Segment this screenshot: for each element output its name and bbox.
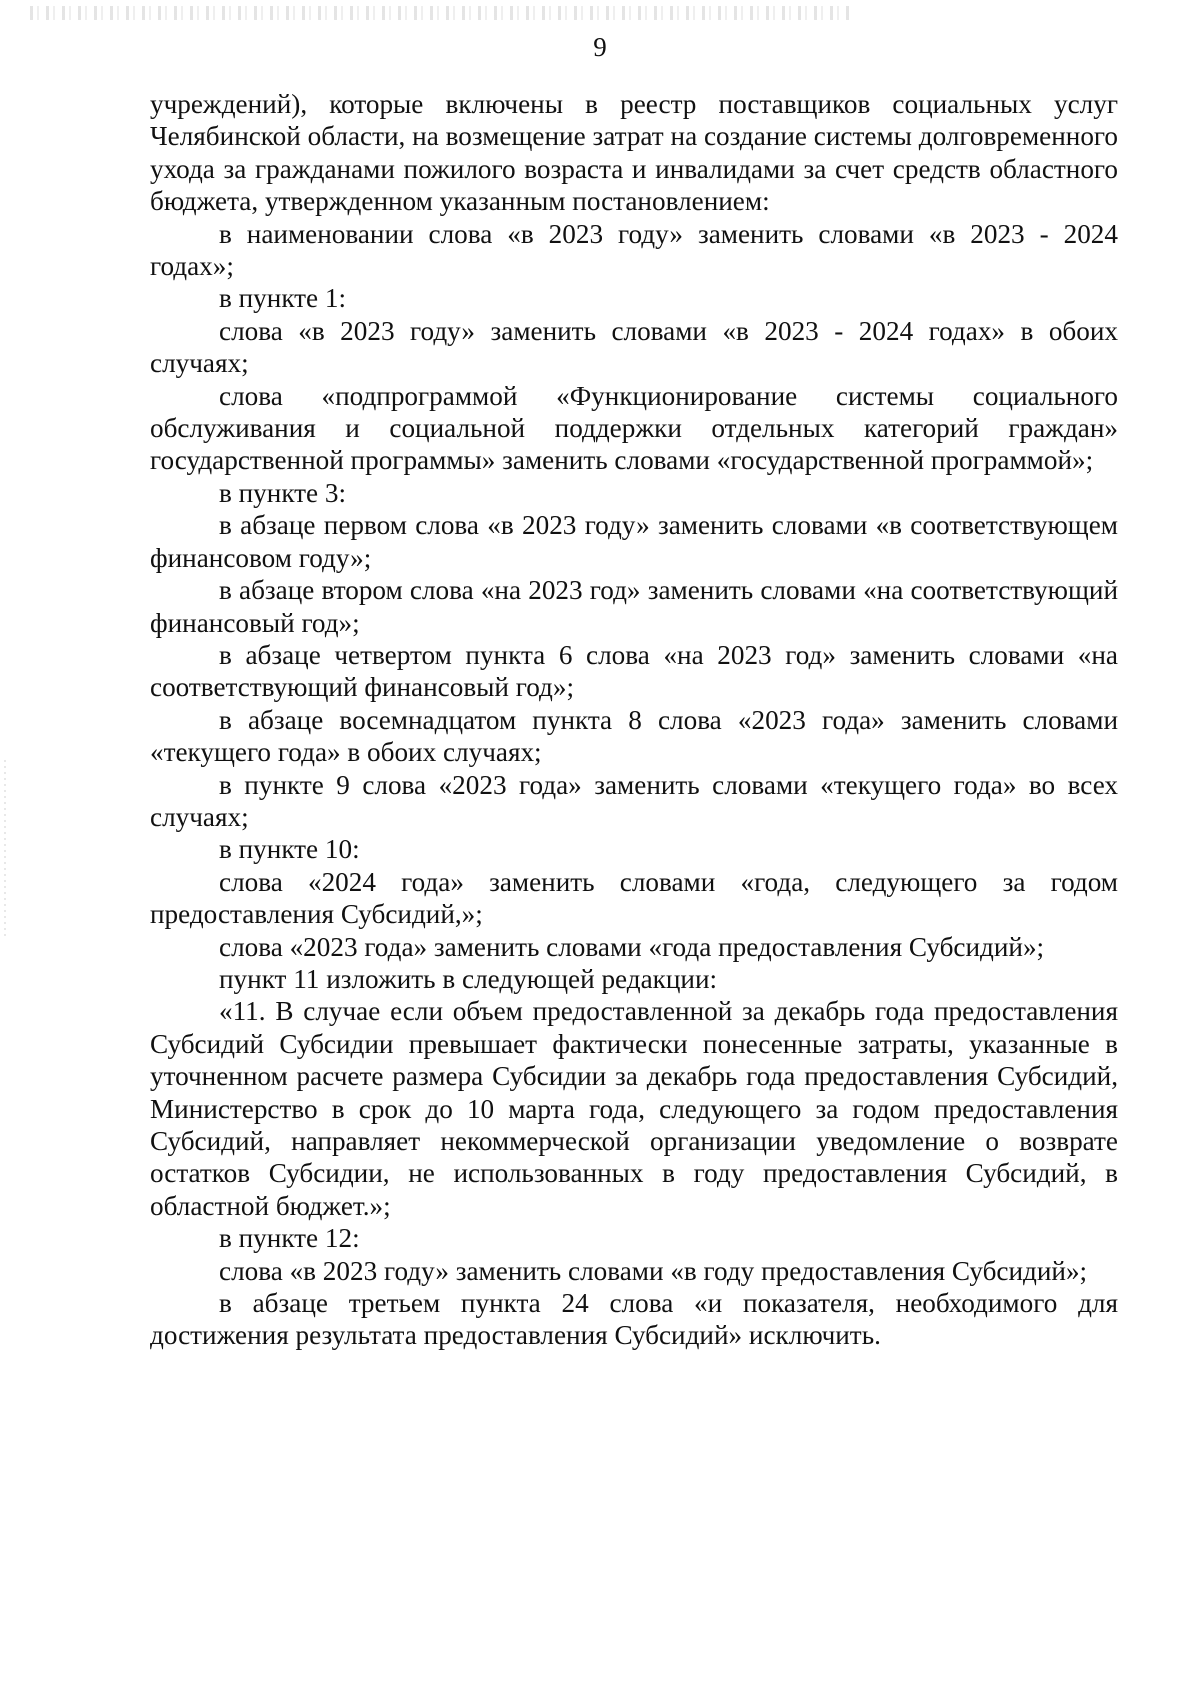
paragraph-point-10-2023: слова «2023 года» заменить словами «года предоставления Субсидий»;	[219, 931, 1045, 962]
paragraph-point-11-heading: пункт 11 изложить в следующей редакции:	[219, 963, 718, 994]
paragraph-continuation: учреждений), которые включены в реестр поставщиков социальных услуг Челябинской области, на возмещение затрат на создание системы долговременного ухода за гражданами пожилого возраста и инвалидами за счет средств областного бюджета, утвержденном указанным постановлением:	[150, 89, 1118, 217]
paragraph-point-1-words: слова «в 2023 году» заменить словами «в 2023 - 2024 годах» в обоих случаях;	[150, 315, 1118, 379]
paragraph-point-10-2024: слова «2024 года» заменить словами «года, следующего за годом предоставления Субсидий,»;	[150, 866, 1118, 930]
scan-artifact-edge	[4, 760, 6, 940]
paragraph-point-10-heading: в пункте 10:	[219, 834, 360, 865]
paragraph-point-24: в абзаце третьем пункта 24 слова «и показателя, необходимого для достижения результата предоставления Субсидий» исключить.	[150, 1288, 1118, 1351]
page-number: 9	[593, 32, 607, 62]
paragraph-point-3-first: в абзаце первом слова «в 2023 году» заменить словами «в соответствующем финансовом году»;	[150, 510, 1118, 573]
paragraph-point-6: в абзаце четвертом пункта 6 слова «на 2023 год» заменить словами «на соответствующий финансовый год»;	[150, 639, 1118, 703]
paragraph-point-3-second: в абзаце втором слова «на 2023 год» заменить словами «на соответствующий финансовый год»;	[150, 575, 1118, 638]
paragraph-point-12-words: слова «в 2023 году» заменить словами «в году предоставления Субсидий»;	[219, 1255, 1088, 1286]
document-body	[150, 88, 1118, 1352]
paragraph-point-8: в абзаце восемнадцатом пункта 8 слова «2023 года» заменить словами «текущего года» в обоих случаях;	[150, 704, 1118, 768]
paragraph-point-9: в пункте 9 слова «2023 года» заменить словами «текущего года» во всех случаях;	[150, 769, 1118, 832]
paragraph-point-12-heading: в пункте 12:	[219, 1223, 360, 1254]
scan-artifact-top	[30, 6, 850, 20]
paragraph-title-amendment: в наименовании слова «в 2023 году» заменить словами «в 2023 - 2024 годах»;	[150, 218, 1118, 282]
paragraph-point-1-subprogram: слова «подпрограммой «Функционирование системы социального обслуживания и социальной поддержки отдельных категорий граждан» государственной программы» заменить словами «государственной программой»;	[150, 380, 1118, 476]
paragraph-point-11-text: «11. В случае если объем предоставленной за декабрь года предоставления Субсидий Субсидии превышает фактически понесенные затраты, указанные в уточненном расчете размера Субсидии за декабрь года предоставления Субсидий, Министерство в срок до 10 марта года, следующего за годом предоставления Субсидий, направляет некоммерческой организации уведомление о возврате остатков Субсидии, не использованных в году предоставления Субсидий, в областной бюджет.»;	[150, 996, 1118, 1221]
paragraph-point-3-heading: в пункте 3:	[219, 477, 347, 508]
paragraph-point-1-heading: в пункте 1:	[219, 283, 347, 314]
